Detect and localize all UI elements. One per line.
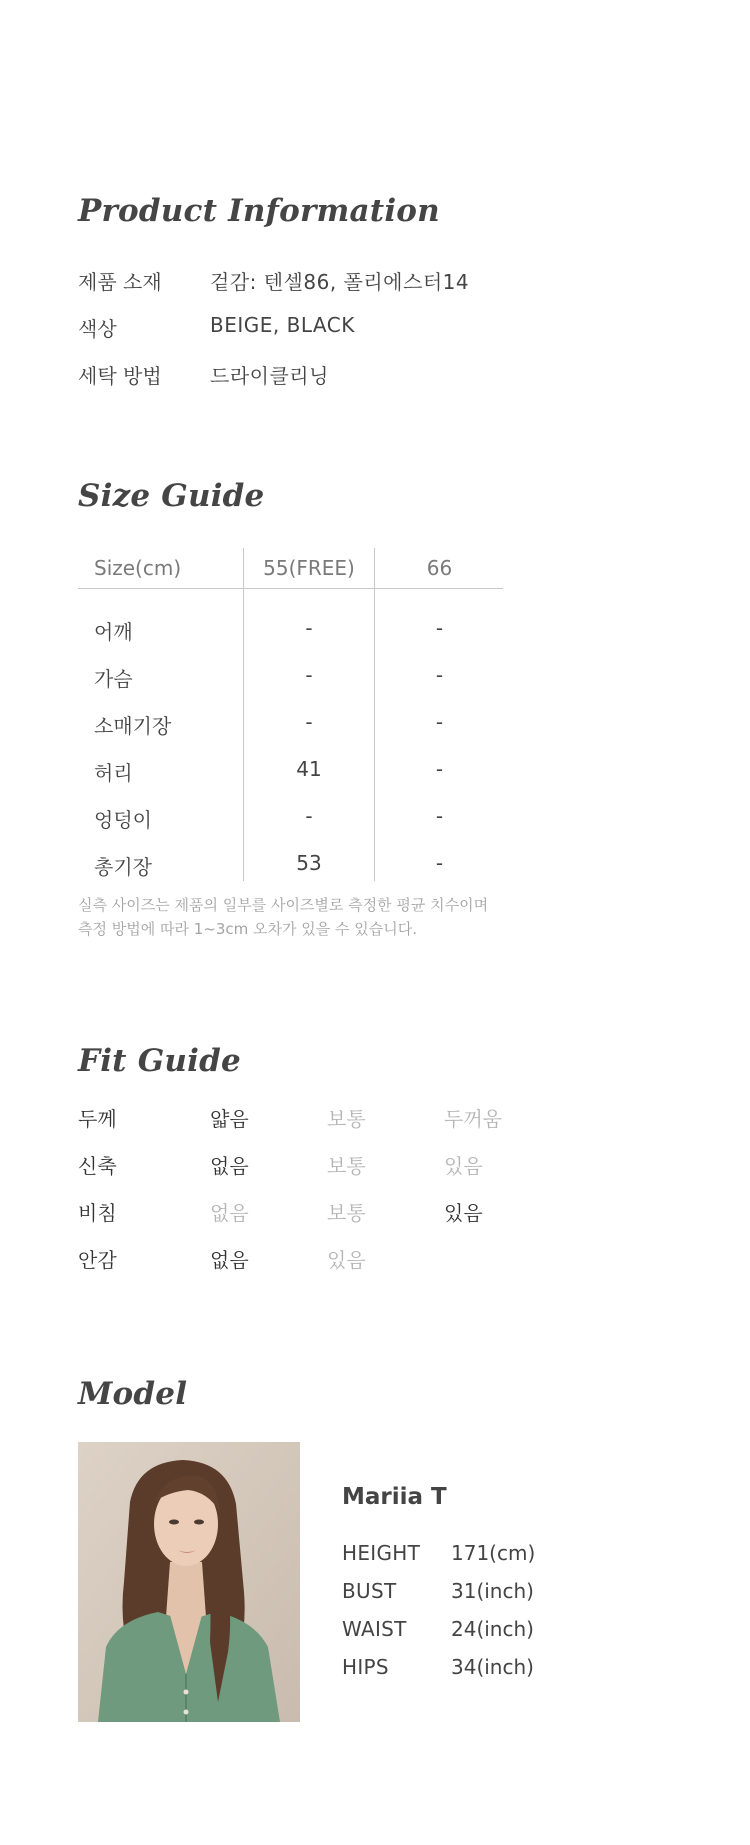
table-cell: 엉덩이	[94, 808, 152, 832]
fit-label: 두께	[78, 1107, 117, 1131]
stat-value: 34(inch)	[451, 1655, 534, 1679]
table-row	[78, 804, 503, 834]
fit-option: 없음	[210, 1201, 249, 1225]
fit-row	[78, 1197, 678, 1227]
size-note-line: 실측 사이즈는 제품의 일부를 사이즈별로 측정한 평균 치수이며	[78, 896, 489, 914]
size-note-line: 측정 방법에 따라 1~3cm 오차가 있을 수 있습니다.	[78, 920, 417, 938]
model-stat-waist	[342, 1617, 602, 1647]
size-table	[78, 548, 503, 881]
model-stat-hips	[342, 1655, 602, 1685]
table-header-size: Size(cm)	[94, 556, 182, 580]
table-cell: -	[435, 616, 444, 640]
size-note	[78, 893, 488, 941]
model-title: Model	[78, 1376, 188, 1412]
fit-option: 보통	[327, 1154, 366, 1178]
stat-value: 24(inch)	[451, 1617, 534, 1641]
table-row	[78, 663, 503, 693]
table-cell: 허리	[94, 761, 133, 785]
fit-option-selected: 있음	[444, 1201, 483, 1225]
fit-option-selected: 없음	[210, 1154, 249, 1178]
stat-label: HIPS	[342, 1655, 389, 1679]
table-header-66: 66	[426, 556, 453, 580]
table-cell: -	[305, 804, 313, 828]
table-cell: 53	[296, 851, 322, 875]
table-row	[78, 851, 503, 881]
table-header-55: 55(FREE)	[263, 556, 355, 580]
model-photo	[78, 1442, 300, 1722]
fit-guide-title: Fit Guide	[78, 1043, 241, 1079]
fit-label: 신축	[78, 1154, 117, 1178]
fit-option: 두꺼움	[444, 1107, 502, 1131]
info-label: 세탁 방법	[78, 364, 162, 388]
model-photo-illustration	[78, 1442, 300, 1722]
fit-option: 보통	[327, 1201, 366, 1225]
fit-option-selected: 얇음	[210, 1107, 249, 1131]
model-stat-height	[342, 1541, 602, 1571]
info-label: 색상	[78, 317, 117, 341]
stat-label: HEIGHT	[342, 1541, 421, 1565]
model-name: Mariia T	[342, 1484, 447, 1510]
table-row	[78, 757, 503, 787]
fit-row	[78, 1103, 678, 1133]
table-cell: -	[435, 851, 444, 875]
fit-label: 비침	[78, 1201, 117, 1225]
table-row	[78, 616, 503, 646]
fit-option-selected: 없음	[210, 1248, 249, 1272]
table-header-divider	[78, 588, 503, 589]
stat-label: WAIST	[342, 1617, 407, 1641]
table-row	[78, 710, 503, 740]
table-cell: 가슴	[94, 667, 133, 691]
info-value: BEIGE, BLACK	[210, 313, 355, 337]
product-info-title: Product Information	[78, 193, 440, 229]
model-stat-bust	[342, 1579, 602, 1609]
info-label: 제품 소재	[78, 270, 162, 294]
fit-label: 안감	[78, 1248, 117, 1272]
table-cell: -	[435, 663, 444, 687]
info-value: 겉감: 텐셀86, 폴리에스터14	[210, 270, 470, 294]
table-cell: -	[435, 710, 444, 734]
table-cell: -	[305, 616, 313, 640]
size-guide-title: Size Guide	[78, 478, 265, 514]
table-cell: -	[305, 663, 313, 687]
table-cell: 총기장	[94, 855, 152, 879]
stat-label: BUST	[342, 1579, 397, 1603]
table-cell: 소매기장	[94, 714, 172, 738]
stat-value: 171(cm)	[451, 1541, 536, 1565]
table-cell: -	[435, 757, 444, 781]
fit-option: 보통	[327, 1107, 366, 1131]
stat-value: 31(inch)	[451, 1579, 534, 1603]
table-cell: -	[435, 804, 444, 828]
fit-row	[78, 1150, 678, 1180]
table-cell: 41	[296, 757, 322, 781]
fit-option: 있음	[444, 1154, 483, 1178]
fit-option: 있음	[327, 1248, 366, 1272]
table-cell: -	[305, 710, 313, 734]
table-cell: 어깨	[94, 620, 133, 644]
fit-row	[78, 1244, 678, 1274]
info-value: 드라이클리닝	[210, 364, 329, 388]
